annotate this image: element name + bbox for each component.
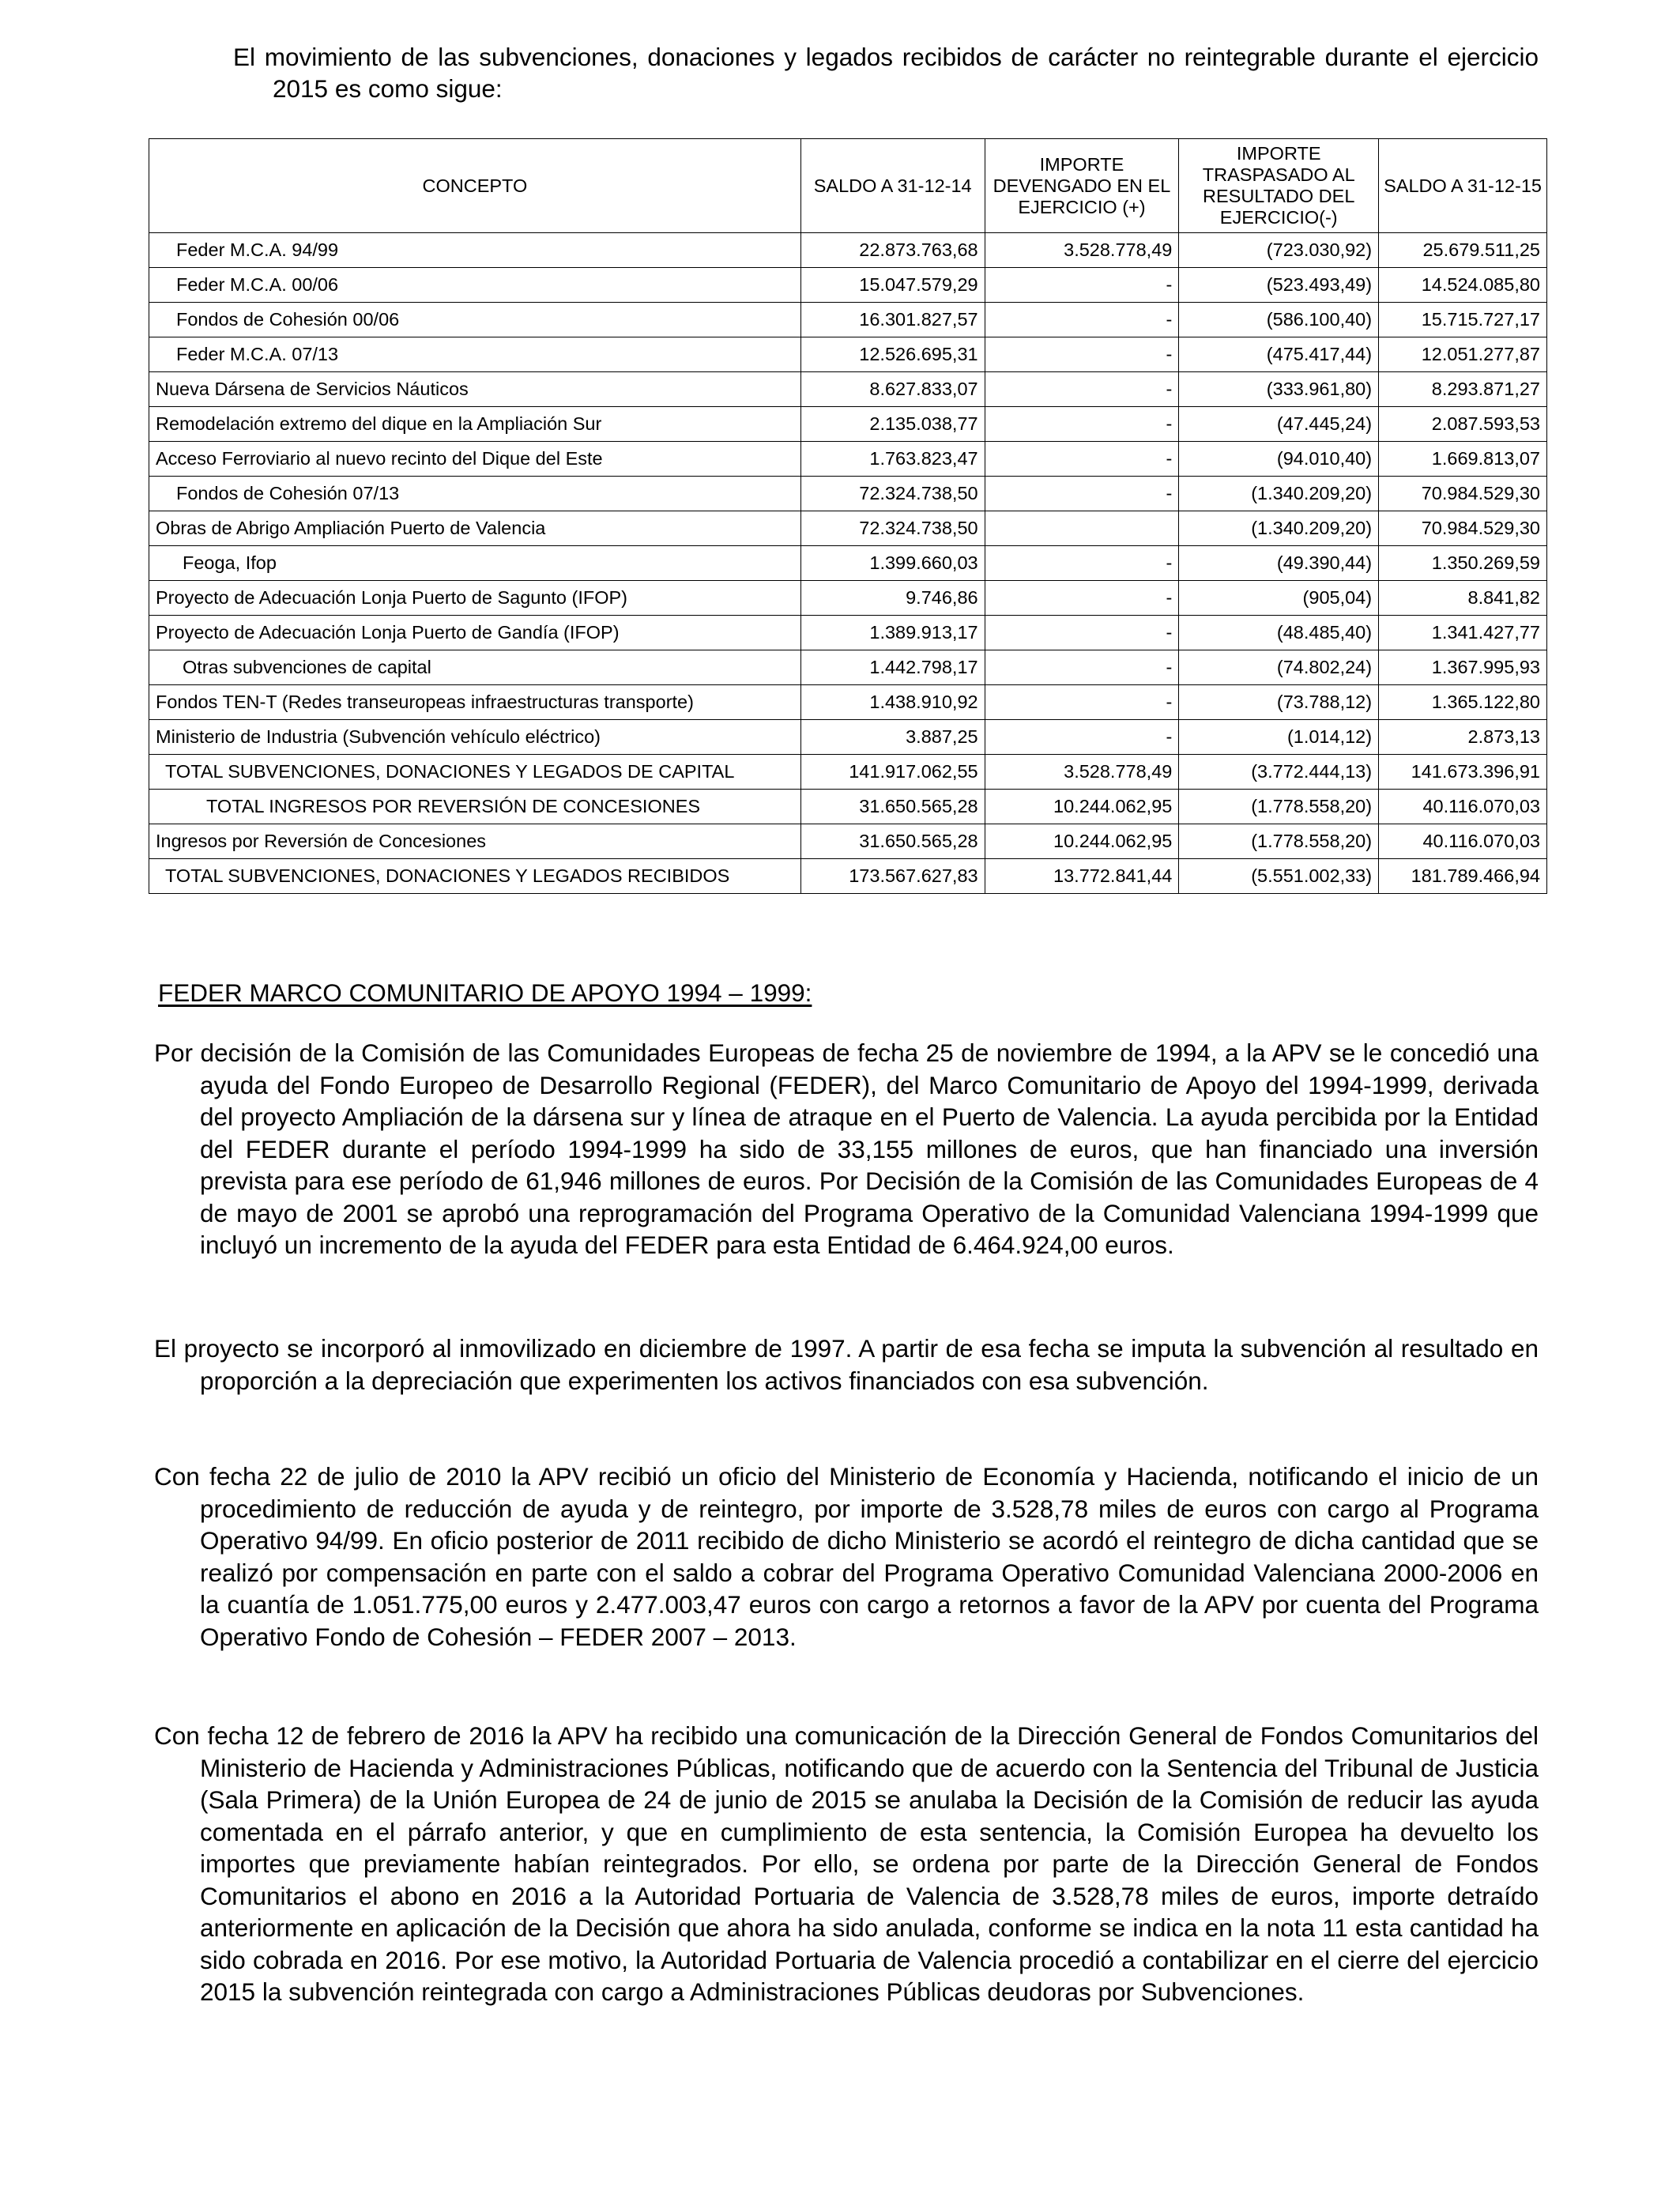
cell-saldo-2014: 2.135.038,77 xyxy=(800,407,985,442)
cell-devengado: 10.244.062,95 xyxy=(985,790,1179,824)
table-row xyxy=(149,303,1547,337)
header-saldo-2014: SALDO A 31-12-14 xyxy=(800,139,985,233)
cell-devengado: - xyxy=(985,407,1179,442)
cell-devengado: - xyxy=(985,720,1179,755)
cell-concepto: Nueva Dársena de Servicios Náuticos xyxy=(149,372,801,407)
table-total-row xyxy=(149,859,1547,894)
table-row xyxy=(149,824,1547,859)
cell-traspasado: (475.417,44) xyxy=(1179,337,1379,372)
cell-saldo-2015: 141.673.396,91 xyxy=(1379,755,1547,790)
paragraph: El proyecto se incorporó al inmovilizado en diciembre de 1997. A partir de esa fecha se imputa la subvención al resultado en proporción a la depreciación que experimenten los activos financiados con esa subvención. xyxy=(154,1334,1539,1395)
cell-saldo-2014: 31.650.565,28 xyxy=(800,824,985,859)
cell-devengado: - xyxy=(985,268,1179,303)
cell-concepto: Obras de Abrigo Ampliación Puerto de Valencia xyxy=(149,511,801,546)
cell-devengado: 3.528.778,49 xyxy=(985,755,1179,790)
cell-devengado: - xyxy=(985,581,1179,616)
cell-saldo-2014: 15.047.579,29 xyxy=(800,268,985,303)
cell-devengado: - xyxy=(985,616,1179,650)
cell-devengado: - xyxy=(985,442,1179,477)
table-row xyxy=(149,372,1547,407)
cell-traspasado: (74.802,24) xyxy=(1179,650,1379,685)
table-row xyxy=(149,407,1547,442)
paragraph: Con fecha 12 de febrero de 2016 la APV ha recibido una comunicación de la Dirección General de Fondos Comunitarios del Ministerio de Hacienda y Administraciones Públicas, notificando que de acuerdo con la Sentencia del Tribunal de Justicia (Sala Primera) de la Unión Europea de 24 de junio de 2015 se anulaba la Decisión de la Comisión de reducir las ayuda comentada en el párrafo anterior, y que en cumplimiento de esta sentencia, la Comisión Europea ha devuelto los importes que previamente habían reintegrados. Por ello, se ordena por parte de la Dirección General de Fondos Comunitarios el abono en 2016 a la Autoridad Portuaria de Valencia de 3.528,78 miles de euros, importe detraído anteriormente en aplicación de la Decisión que ahora ha sido anulada, conforme se indica en la nota 11 esta cantidad ha sido cobrada en 2016. Por ese motivo, la Autoridad Portuaria de Valencia procedió a contabilizar en el cierre del ejercicio 2015 la subvención reintegrada con cargo a Administraciones Públicas deudoras por Subvenciones. xyxy=(154,1721,1539,2006)
cell-concepto: Proyecto de Adecuación Lonja Puerto de Sagunto (IFOP) xyxy=(149,581,801,616)
cell-traspasado: (94.010,40) xyxy=(1179,442,1379,477)
cell-saldo-2014: 173.567.627,83 xyxy=(800,859,985,894)
table-row xyxy=(149,511,1547,546)
cell-concepto: Feder M.C.A. 94/99 xyxy=(149,233,801,268)
cell-saldo-2015: 1.669.813,07 xyxy=(1379,442,1547,477)
cell-saldo-2015: 70.984.529,30 xyxy=(1379,511,1547,546)
cell-concepto: Acceso Ferroviario al nuevo recinto del Dique del Este xyxy=(149,442,801,477)
cell-saldo-2014: 1.442.798,17 xyxy=(800,650,985,685)
cell-saldo-2014: 141.917.062,55 xyxy=(800,755,985,790)
cell-traspasado: (5.551.002,33) xyxy=(1179,859,1379,894)
cell-saldo-2014: 16.301.827,57 xyxy=(800,303,985,337)
cell-saldo-2015: 8.841,82 xyxy=(1379,581,1547,616)
cell-saldo-2015: 2.087.593,53 xyxy=(1379,407,1547,442)
table-row xyxy=(149,268,1547,303)
section-title: FEDER MARCO COMUNITARIO DE APOYO 1994 – 1999: xyxy=(158,978,812,1007)
cell-concepto: Proyecto de Adecuación Lonja Puerto de Gandía (IFOP) xyxy=(149,616,801,650)
header-importe-devengado: IMPORTE DEVENGADO EN EL EJERCICIO (+) xyxy=(985,139,1179,233)
cell-devengado: - xyxy=(985,650,1179,685)
cell-saldo-2014: 1.438.910,92 xyxy=(800,685,985,720)
cell-traspasado: (1.340.209,20) xyxy=(1179,511,1379,546)
cell-concepto: Feder M.C.A. 07/13 xyxy=(149,337,801,372)
cell-concepto: Fondos de Cohesión 00/06 xyxy=(149,303,801,337)
cell-traspasado: (3.772.444,13) xyxy=(1179,755,1379,790)
cell-traspasado: (1.340.209,20) xyxy=(1179,477,1379,511)
cell-saldo-2015: 2.873,13 xyxy=(1379,720,1547,755)
cell-saldo-2014: 1.389.913,17 xyxy=(800,616,985,650)
table-total-row xyxy=(149,755,1547,790)
cell-concepto: Remodelación extremo del dique en la Ampliación Sur xyxy=(149,407,801,442)
table-row xyxy=(149,685,1547,720)
cell-saldo-2014: 72.324.738,50 xyxy=(800,477,985,511)
cell-concepto: TOTAL SUBVENCIONES, DONACIONES Y LEGADOS RECIBIDOS xyxy=(149,859,801,894)
cell-concepto: TOTAL INGRESOS POR REVERSIÓN DE CONCESIONES xyxy=(149,790,801,824)
cell-saldo-2014: 31.650.565,28 xyxy=(800,790,985,824)
cell-saldo-2015: 181.789.466,94 xyxy=(1379,859,1547,894)
cell-traspasado: (73.788,12) xyxy=(1179,685,1379,720)
header-concepto: CONCEPTO xyxy=(149,139,801,233)
cell-saldo-2015: 70.984.529,30 xyxy=(1379,477,1547,511)
paragraph: Con fecha 22 de julio de 2010 la APV recibió un oficio del Ministerio de Economía y Hacienda, notificando el inicio de un procedimiento de reducción de ayuda y de reintegro, por importe de 3.528,78 miles de euros con cargo al Programa Operativo 94/99. En oficio posterior de 2011 recibido de dicho Ministerio se acordó el reintegro de dicha cantidad que se realizó por compensación en parte con el saldo a cobrar del Programa Operativo Comunidad Valenciana 2000-2006 en la cuantía de 1.051.775,00 euros y 2.477.003,47 euros con cargo a retornos a favor de la APV por cuenta del Programa Operativo Fondo de Cohesión – FEDER 2007 – 2013. xyxy=(154,1462,1539,1651)
table-row xyxy=(149,546,1547,581)
table-row xyxy=(149,650,1547,685)
cell-concepto: Feder M.C.A. 00/06 xyxy=(149,268,801,303)
cell-saldo-2014: 1.763.823,47 xyxy=(800,442,985,477)
cell-saldo-2015: 1.350.269,59 xyxy=(1379,546,1547,581)
cell-saldo-2015: 14.524.085,80 xyxy=(1379,268,1547,303)
table-row xyxy=(149,477,1547,511)
cell-saldo-2014: 72.324.738,50 xyxy=(800,511,985,546)
cell-saldo-2015: 8.293.871,27 xyxy=(1379,372,1547,407)
cell-devengado: 13.772.841,44 xyxy=(985,859,1179,894)
cell-traspasado: (1.778.558,20) xyxy=(1179,824,1379,859)
cell-devengado: 3.528.778,49 xyxy=(985,233,1179,268)
cell-concepto: Otras subvenciones de capital xyxy=(149,650,801,685)
cell-saldo-2014: 22.873.763,68 xyxy=(800,233,985,268)
cell-traspasado: (1.778.558,20) xyxy=(1179,790,1379,824)
table-total-row xyxy=(149,790,1547,824)
cell-traspasado: (905,04) xyxy=(1179,581,1379,616)
cell-traspasado: (723.030,92) xyxy=(1179,233,1379,268)
cell-concepto: Feoga, Ifop xyxy=(149,546,801,581)
cell-saldo-2015: 1.341.427,77 xyxy=(1379,616,1547,650)
intro-text: El movimiento de las subvenciones, donaciones y legados recibidos de carácter no reintegrable durante el ejercicio 2015 es como sigue: xyxy=(233,43,1539,103)
cell-saldo-2014: 8.627.833,07 xyxy=(800,372,985,407)
cell-traspasado: (586.100,40) xyxy=(1179,303,1379,337)
cell-concepto: Fondos de Cohesión 07/13 xyxy=(149,477,801,511)
cell-saldo-2015: 1.367.995,93 xyxy=(1379,650,1547,685)
header-importe-traspasado: IMPORTE TRASPASADO AL RESULTADO DEL EJERCICIO(-) xyxy=(1179,139,1379,233)
cell-traspasado: (1.014,12) xyxy=(1179,720,1379,755)
table-row xyxy=(149,616,1547,650)
table-row xyxy=(149,337,1547,372)
cell-devengado xyxy=(985,511,1179,546)
table-row xyxy=(149,581,1547,616)
table-row xyxy=(149,720,1547,755)
cell-saldo-2015: 15.715.727,17 xyxy=(1379,303,1547,337)
cell-concepto: Ministerio de Industria (Subvención vehículo eléctrico) xyxy=(149,720,801,755)
table-row xyxy=(149,233,1547,268)
cell-concepto: TOTAL SUBVENCIONES, DONACIONES Y LEGADOS DE CAPITAL xyxy=(149,755,801,790)
cell-concepto: Ingresos por Reversión de Concesiones xyxy=(149,824,801,859)
paragraph: Por decisión de la Comisión de las Comunidades Europeas de fecha 25 de noviembre de 1994, a la APV se le concedió una ayuda del Fondo Europeo de Desarrollo Regional (FEDER), del Marco Comunitario de Apoyo del 1994-1999, derivada del proyecto Ampliación de la dársena sur y línea de atraque en el Puerto de Valencia. La ayuda percibida por la Entidad del FEDER durante el período 1994-1999 ha sido de 33,155 millones de euros, que han financiado una inversión prevista para ese período de 61,946 millones de euros. Por Decisión de la Comisión de las Comunidades Europeas de 4 de mayo de 2001 se aprobó una reprogramación del Programa Operativo de la Comunidad Valenciana 1994-1999 que incluyó un incremento de la ayuda del FEDER para esta Entidad de 6.464.924,00 euros. xyxy=(154,1039,1539,1259)
cell-saldo-2014: 1.399.660,03 xyxy=(800,546,985,581)
header-saldo-2015: SALDO A 31-12-15 xyxy=(1379,139,1547,233)
cell-devengado: - xyxy=(985,685,1179,720)
cell-saldo-2015: 1.365.122,80 xyxy=(1379,685,1547,720)
cell-saldo-2014: 9.746,86 xyxy=(800,581,985,616)
cell-devengado: - xyxy=(985,546,1179,581)
cell-saldo-2015: 12.051.277,87 xyxy=(1379,337,1547,372)
cell-devengado: 10.244.062,95 xyxy=(985,824,1179,859)
cell-devengado: - xyxy=(985,372,1179,407)
cell-traspasado: (523.493,49) xyxy=(1179,268,1379,303)
cell-saldo-2015: 40.116.070,03 xyxy=(1379,790,1547,824)
cell-traspasado: (49.390,44) xyxy=(1179,546,1379,581)
cell-traspasado: (48.485,40) xyxy=(1179,616,1379,650)
table-header-row xyxy=(149,139,1547,233)
subvenciones-table xyxy=(149,138,1547,894)
cell-saldo-2015: 25.679.511,25 xyxy=(1379,233,1547,268)
cell-traspasado: (333.961,80) xyxy=(1179,372,1379,407)
cell-traspasado: (47.445,24) xyxy=(1179,407,1379,442)
table-row xyxy=(149,442,1547,477)
cell-devengado: - xyxy=(985,477,1179,511)
cell-devengado: - xyxy=(985,303,1179,337)
cell-devengado: - xyxy=(985,337,1179,372)
cell-saldo-2014: 12.526.695,31 xyxy=(800,337,985,372)
cell-concepto: Fondos TEN-T (Redes transeuropeas infraestructuras transporte) xyxy=(149,685,801,720)
cell-saldo-2015: 40.116.070,03 xyxy=(1379,824,1547,859)
cell-saldo-2014: 3.887,25 xyxy=(800,720,985,755)
